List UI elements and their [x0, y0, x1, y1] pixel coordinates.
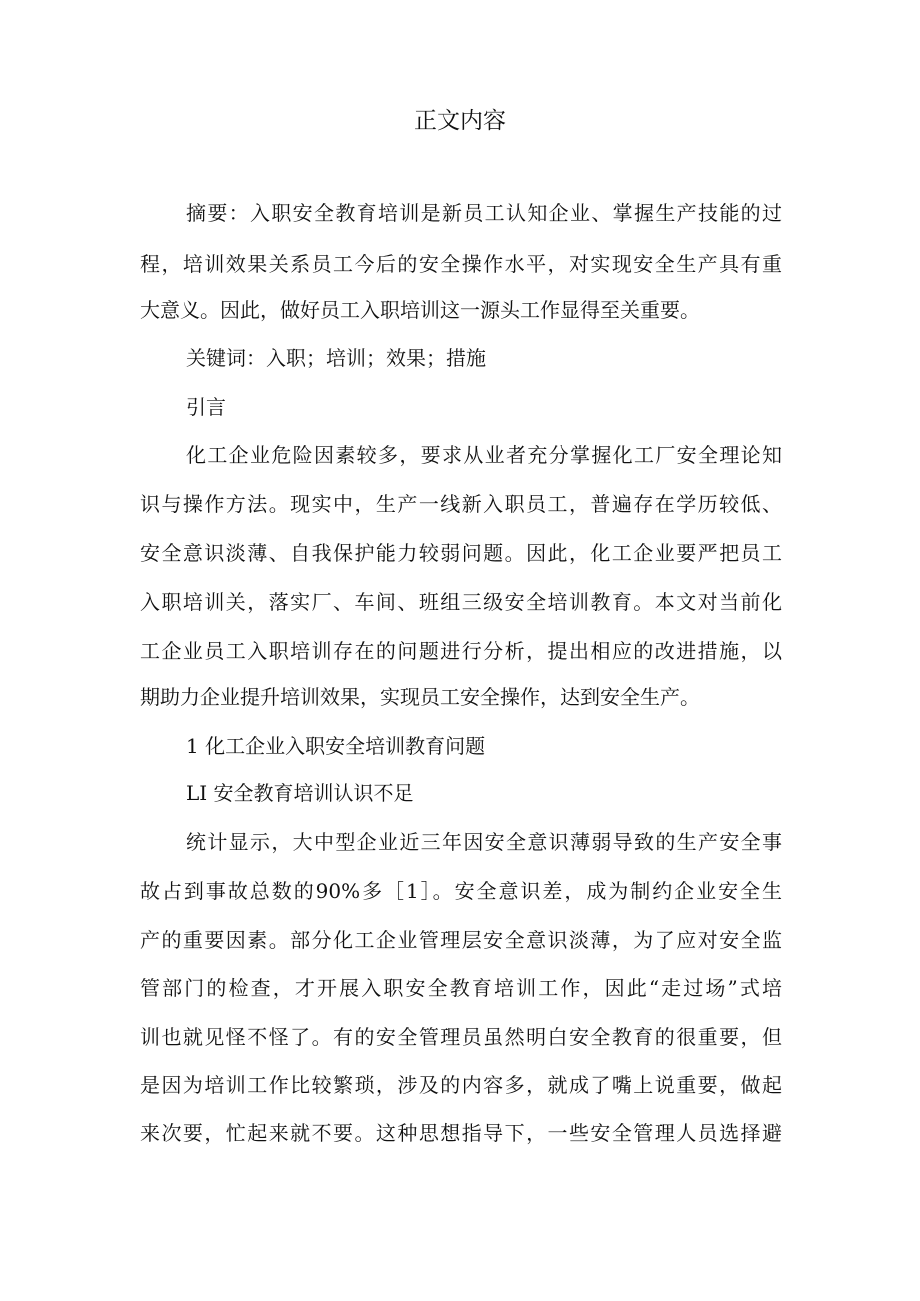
text-line: 来次要，忙起来就不要。这种思想指导下，一些安全管理人员选择避	[140, 1121, 782, 1145]
text-line: 工企业员工入职培训存在的问题进行分析，提出相应的改进措施，以	[140, 639, 782, 663]
section-heading: 1 化工企业入职安全培训教育问题	[186, 734, 486, 758]
text-line: 统计显示，大中型企业近三年因安全意识薄弱导致的生产安全事	[186, 830, 782, 854]
text-line: 摘要：入职安全教育培训是新员工认知企业、掌握生产技能的过	[186, 201, 782, 225]
text-line: 安全意识淡薄、自我保护能力较弱问题。因此，化工企业要严把员工	[140, 541, 782, 565]
text-line: 程，培训效果关系员工今后的安全操作水平，对实现安全生产具有重	[140, 252, 782, 276]
text-line: 期助力企业提升培训效果，实现员工安全操作，达到安全生产。	[140, 685, 700, 709]
text-line: 产的重要因素。部分化工企业管理层安全意识淡薄，为了应对安全监	[140, 928, 782, 952]
text-line: 是因为培训工作比较繁琐，涉及的内容多，就成了嘴上说重要，做起	[140, 1073, 782, 1097]
text-line: 识与操作方法。现实中，生产一线新入职员工，普遍存在学历较低、	[140, 492, 782, 516]
keywords-line: 关键词：入职；培训；效果；措施	[186, 346, 486, 370]
section-heading: 引言	[186, 395, 226, 419]
text-line: 入职培训关，落实厂、车间、班组三级安全培训教育。本文对当前化	[140, 590, 782, 614]
subsection-heading: LI 安全教育培训认识不足	[186, 781, 414, 805]
text-line: 大意义。因此，做好员工入职培训这一源头工作显得至关重要。	[140, 298, 700, 322]
text-line: 化工企业危险因素较多，要求从业者充分掌握化工厂安全理论知	[186, 443, 782, 467]
text-line: 训也就见怪不怪了。有的安全管理员虽然明白安全教育的很重要，但	[140, 1025, 782, 1049]
page-title: 正文内容	[414, 108, 506, 134]
text-line: 管部门的检查，才开展入职安全教育培训工作，因此“走过场”式培	[140, 976, 782, 1000]
text-line: 故占到事故总数的90%多［1］。安全意识差，成为制约企业安全生	[140, 879, 782, 903]
